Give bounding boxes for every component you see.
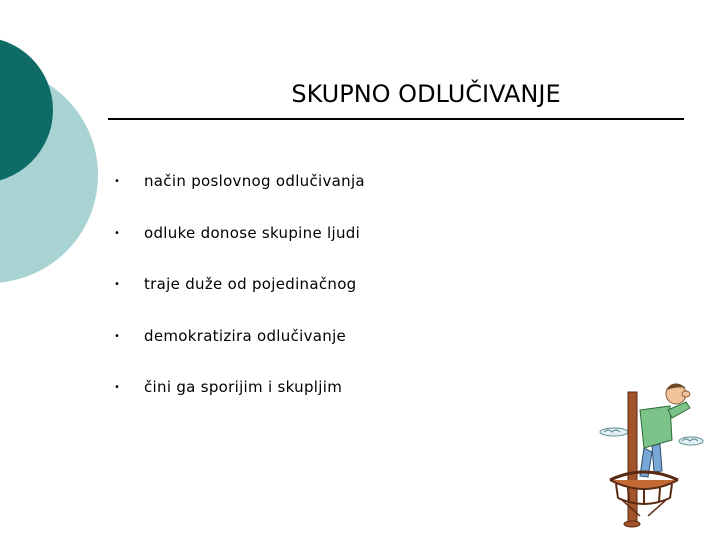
- bullet-text: čini ga sporijim i skupljim: [144, 378, 343, 396]
- cloud-left-icon: [600, 428, 628, 436]
- bullet-text: način poslovnog odlučivanja: [144, 172, 365, 190]
- bullet-text: odluke donose skupine ljudi: [144, 223, 361, 242]
- bullet-text: demokratizira odlučivanje: [144, 326, 347, 345]
- list-item: [112, 224, 365, 276]
- list-item: [112, 275, 365, 327]
- bullet-text: traje duže od pojedinačnog: [144, 275, 357, 293]
- bullet-list: [112, 172, 365, 430]
- slide-title: SKUPNO ODLUČIVANJE: [291, 80, 561, 108]
- bullet-glyph: •: [114, 382, 121, 393]
- decorative-circles: [0, 0, 120, 300]
- bullet-glyph: •: [114, 227, 121, 239]
- list-item: [112, 327, 365, 379]
- lookout-man-on-ship-mast-icon: [596, 376, 708, 528]
- bullet-glyph: •: [114, 176, 121, 187]
- list-item: [112, 172, 365, 224]
- bullet-glyph: •: [114, 330, 121, 342]
- cloud-right-icon: [679, 437, 703, 445]
- bullet-glyph: •: [114, 279, 121, 290]
- list-item: [112, 378, 365, 430]
- title-underline: [108, 118, 684, 120]
